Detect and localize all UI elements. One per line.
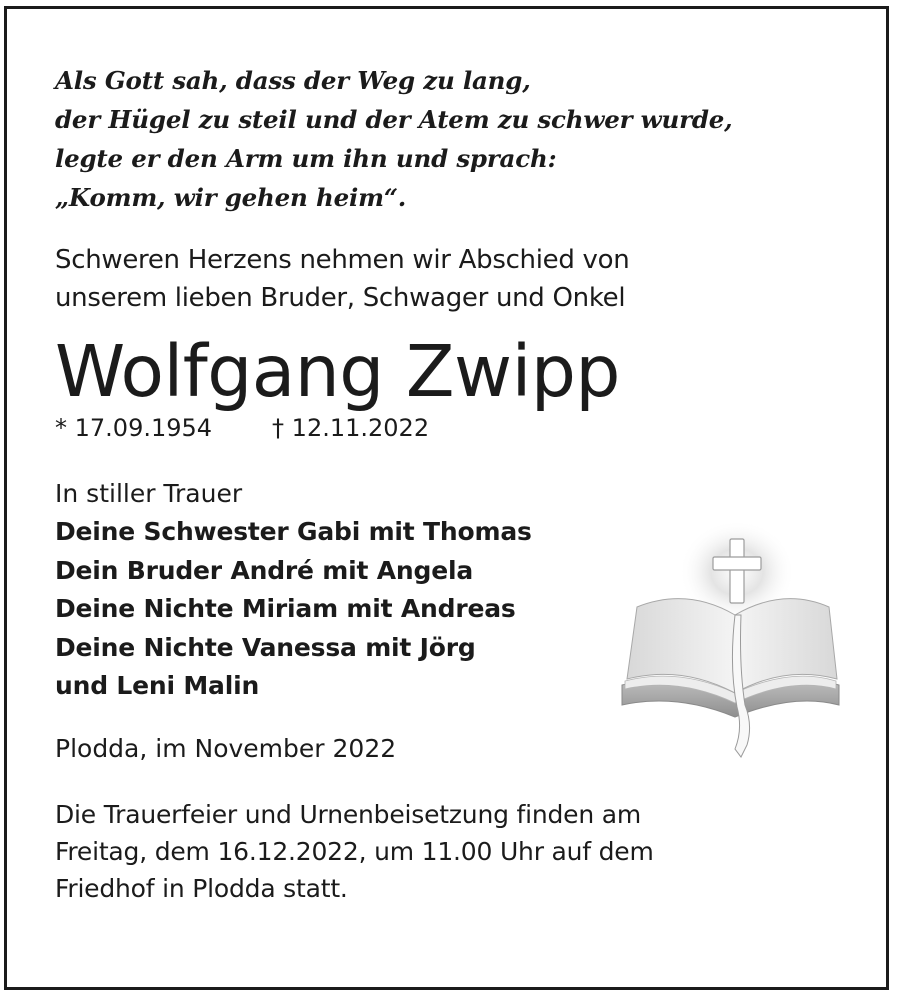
mourners [55, 475, 635, 706]
mourners-lead: In stiller Trauer [55, 479, 243, 508]
intro-line: Schweren Herzens nehmen wir Abschied von [55, 245, 630, 275]
mourner-family: Dein Bruder André mit Angela [55, 555, 473, 585]
mourner-family: und Leni Malin [55, 671, 260, 700]
bible-with-cross-icon [617, 517, 842, 762]
birth-date: * 17.09.1954 [55, 414, 213, 442]
ceremony-line: Friedhof in Plodda statt. [55, 873, 348, 903]
deceased-name: Wolfgang Zwipp [55, 330, 620, 413]
mourner-family: Deine Nichte Vanessa mit Jörg [55, 632, 476, 662]
place-date: Plodda, im November 2022 [55, 733, 397, 763]
poem [55, 61, 875, 217]
obituary-content [55, 61, 875, 907]
obituary-frame [4, 6, 889, 990]
intro-line: unserem lieben Bruder, Schwager und Onkel [55, 283, 626, 313]
poem-line: „Komm, wir gehen heim“. [55, 183, 407, 212]
death-date: † 12.11.2022 [272, 414, 430, 442]
mourner-family: Deine Schwester Gabi mit Thomas [55, 517, 532, 546]
poem-line: Als Gott sah, dass der Weg zu lang, [55, 66, 531, 95]
ceremony-line: Die Trauerfeier und Urnenbeisetzung finden am [55, 799, 642, 829]
poem-line: der Hügel zu steil und der Atem zu schwer wurde, [55, 105, 733, 134]
ceremony-info [55, 796, 875, 907]
intro-text [55, 241, 875, 317]
poem-line: legte er den Arm um ihn und sprach: [55, 144, 557, 173]
mourner-family: Deine Nichte Miriam mit Andreas [55, 594, 516, 623]
ceremony-line: Freitag, dem 16.12.2022, um 11.00 Uhr auf dem [55, 836, 654, 866]
